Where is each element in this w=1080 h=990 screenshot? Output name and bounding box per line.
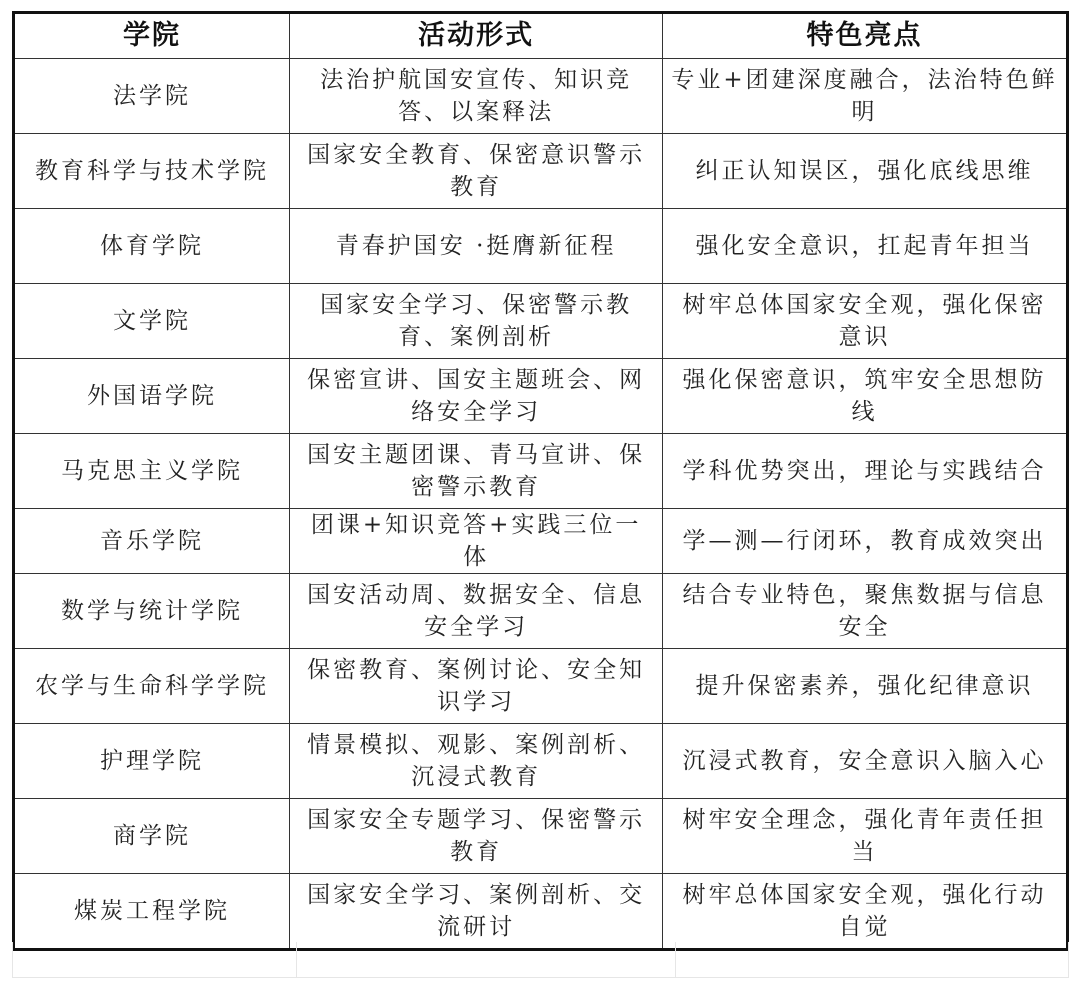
header-activity-form: 活动形式 bbox=[290, 13, 663, 59]
cell-activity-form: 青春护国安 ·挺膺新征程 bbox=[290, 209, 663, 284]
cell-highlight: 强化保密意识，筑牢安全思想防线 bbox=[663, 359, 1068, 434]
cell-college: 农学与生命科学学院 bbox=[14, 649, 290, 724]
cell-activity-form: 团课+知识竞答+实践三位一体 bbox=[290, 509, 663, 574]
cell-college: 外国语学院 bbox=[14, 359, 290, 434]
table-row bbox=[14, 724, 1068, 799]
cell-activity-form: 情景模拟、观影、案例剖析、沉浸式教育 bbox=[290, 724, 663, 799]
cell-activity-form: 国安主题团课、青马宣讲、保密警示教育 bbox=[290, 434, 663, 509]
cell-college: 教育科学与技术学院 bbox=[14, 134, 290, 209]
cell-activity-form: 国家安全教育、保密意识警示教育 bbox=[290, 134, 663, 209]
cell-highlight: 沉浸式教育，安全意识入脑入心 bbox=[663, 724, 1068, 799]
table-row bbox=[14, 434, 1068, 509]
cell-highlight: 专业+团建深度融合，法治特色鲜明 bbox=[663, 59, 1068, 134]
cell-college: 数学与统计学院 bbox=[14, 574, 290, 649]
cell-activity-form: 国家安全学习、保密警示教育、案例剖析 bbox=[290, 284, 663, 359]
empty-grid-cell bbox=[676, 942, 1068, 977]
cell-college: 马克思主义学院 bbox=[14, 434, 290, 509]
empty-grid-cell bbox=[297, 942, 676, 977]
cell-college: 体育学院 bbox=[14, 209, 290, 284]
table-row bbox=[14, 359, 1068, 434]
cell-activity-form: 国家安全专题学习、保密警示教育 bbox=[290, 799, 663, 874]
cell-highlight: 树牢总体国家安全观，强化保密意识 bbox=[663, 284, 1068, 359]
table-row bbox=[14, 649, 1068, 724]
cell-highlight: 学—测—行闭环，教育成效突出 bbox=[663, 509, 1068, 574]
table-header-row bbox=[14, 13, 1068, 59]
cell-activity-form: 国安活动周、数据安全、信息安全学习 bbox=[290, 574, 663, 649]
activity-table-wrapper bbox=[12, 11, 1069, 951]
cell-activity-form: 保密教育、案例讨论、安全知识学习 bbox=[290, 649, 663, 724]
table-row bbox=[14, 509, 1068, 574]
table-row bbox=[14, 799, 1068, 874]
header-college: 学院 bbox=[14, 13, 290, 59]
table-row bbox=[14, 134, 1068, 209]
table-row bbox=[14, 874, 1068, 950]
cell-highlight: 树牢安全理念，强化青年责任担当 bbox=[663, 799, 1068, 874]
table-row bbox=[14, 284, 1068, 359]
empty-grid-cell bbox=[13, 942, 297, 977]
cell-college: 法学院 bbox=[14, 59, 290, 134]
cell-college: 音乐学院 bbox=[14, 509, 290, 574]
cell-college: 文学院 bbox=[14, 284, 290, 359]
cell-college: 商学院 bbox=[14, 799, 290, 874]
table-row bbox=[14, 574, 1068, 649]
cell-highlight: 纠正认知误区，强化底线思维 bbox=[663, 134, 1068, 209]
table-row bbox=[14, 209, 1068, 284]
empty-grid-row bbox=[12, 942, 1069, 978]
table-row bbox=[14, 59, 1068, 134]
cell-college: 护理学院 bbox=[14, 724, 290, 799]
cell-highlight: 树牢总体国家安全观，强化行动自觉 bbox=[663, 874, 1068, 950]
cell-highlight: 强化安全意识，扛起青年担当 bbox=[663, 209, 1068, 284]
cell-highlight: 学科优势突出，理论与实践结合 bbox=[663, 434, 1068, 509]
cell-activity-form: 法治护航国安宣传、知识竞答、以案释法 bbox=[290, 59, 663, 134]
cell-highlight: 结合专业特色，聚焦数据与信息安全 bbox=[663, 574, 1068, 649]
cell-activity-form: 国家安全学习、案例剖析、交流研讨 bbox=[290, 874, 663, 950]
cell-highlight: 提升保密素养，强化纪律意识 bbox=[663, 649, 1068, 724]
college-activity-table bbox=[12, 11, 1069, 951]
cell-activity-form: 保密宣讲、国安主题班会、网络安全学习 bbox=[290, 359, 663, 434]
header-highlight: 特色亮点 bbox=[663, 13, 1068, 59]
cell-college: 煤炭工程学院 bbox=[14, 874, 290, 950]
